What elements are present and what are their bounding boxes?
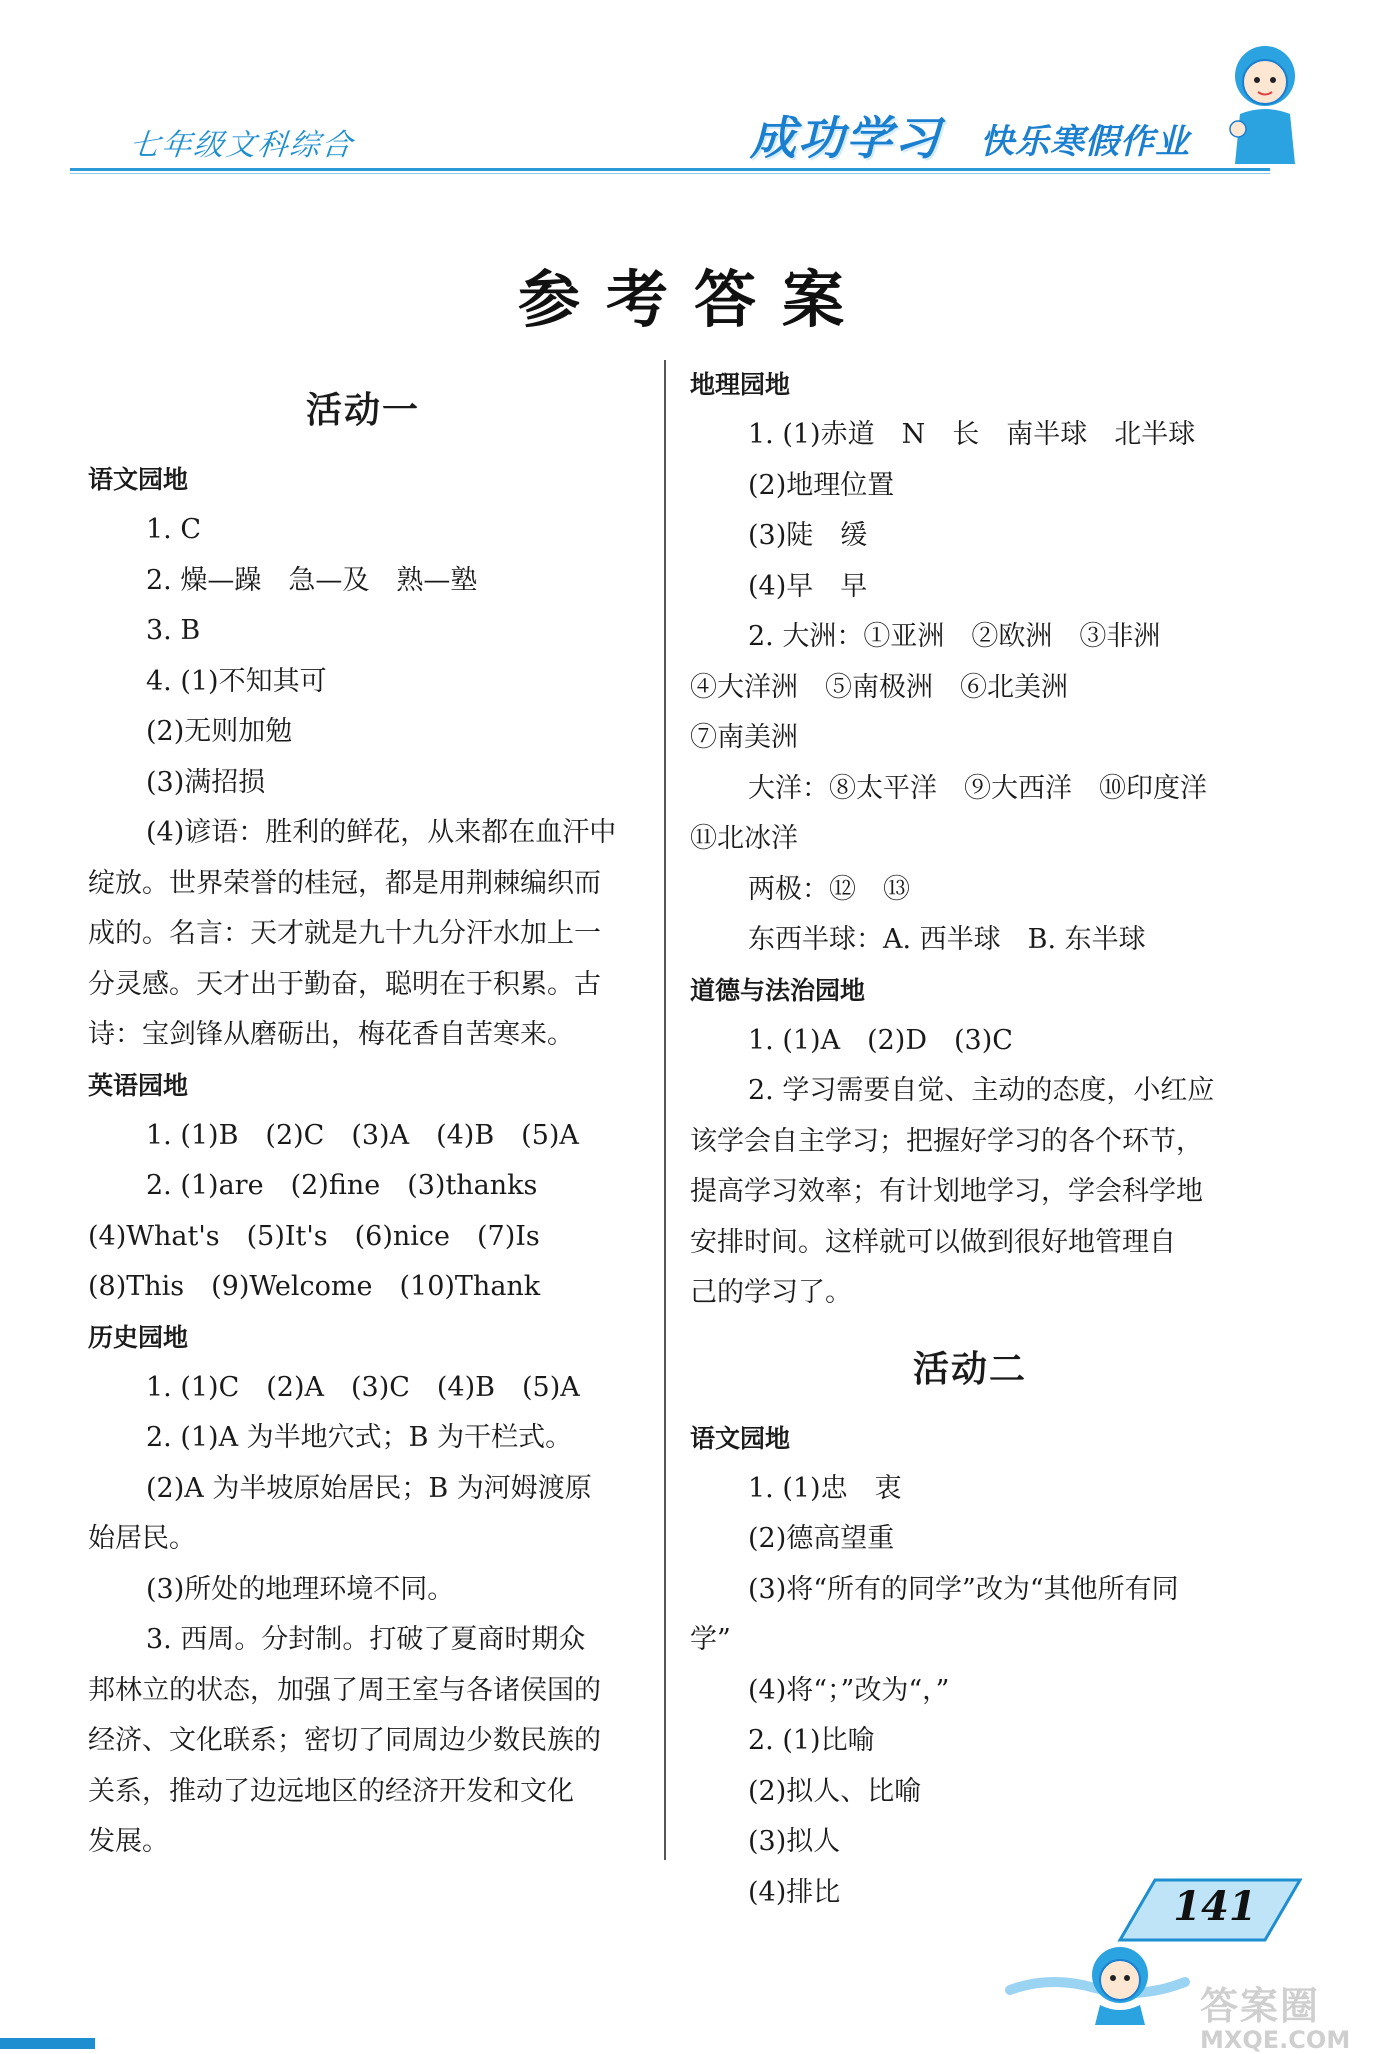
answer-line: 经济、文化联系；密切了同周边少数民族的 [88,1725,601,1756]
girl-mascot-icon [1210,34,1320,174]
page-title: 参考答案 [517,263,870,336]
answer-line: 2. 燥—躁 急—及 熟—塾 [146,564,478,596]
activity-title-1: 活动一 [305,390,420,431]
section-title: 地理园地 [690,370,791,399]
watermark [1200,1975,1380,2054]
answer-line: 3. B [146,615,201,646]
watermark-logo: 答案圈 [1200,1984,1321,2028]
answer-line: 东西半球：A. 西半球 B. 东半球 [748,924,1146,955]
subject-label: 七年级文科综合 [127,128,356,163]
answer-line: 2. (1)A 为半地穴式；B 为干栏式。 [146,1422,573,1453]
section-geography [690,360,1250,966]
answer-line: 1. (1)忠 衷 [748,1472,902,1504]
answer-line: (3)陡 缓 [748,520,868,551]
section-title: 英语园地 [88,1070,189,1100]
answer-line: 4. (1)不知其可 [146,665,327,697]
answer-line: 2. (1)are (2)fine (3)thanks [146,1170,538,1201]
answer-line: (2)A 为半坡原始居民；B 为河姆渡原 [146,1472,592,1504]
section-history [88,1313,638,1868]
right-column [690,360,1250,1918]
answer-line: 1. C [146,514,202,545]
section-title: 语文园地 [690,1423,791,1453]
answer-line: 绽放。世界荣誉的桂冠，都是用荆棘编织而 [88,867,601,899]
section-chinese [88,455,638,1061]
answer-line: 3. 西周。分封制。打破了夏商时期众 [146,1624,586,1655]
column-divider [664,360,666,1860]
answer-line: 始居民。 [88,1523,196,1554]
answer-line: (3)满招损 [146,766,266,798]
answer-line: (4)What's (5)It's (6)nice (7)Is [88,1220,540,1252]
answer-line: 1. (1)A (2)D (3)C [748,1024,1013,1056]
answer-line: (4)早 早 [748,570,868,602]
brand-title: 成功学习 [750,111,942,165]
answer-line: (2)无则加勉 [146,716,293,747]
answer-line: 两极：⑫ ⑬ [748,873,910,905]
section-moral-law [690,966,1250,1319]
answer-line: (4)排比 [748,1876,841,1908]
answer-line: 己的学习了。 [690,1277,852,1308]
section-title: 道德与法治园地 [690,975,866,1005]
boy-mascot-icon [1000,1920,1190,2030]
page-header [0,0,1388,180]
answer-line: (3)所处的地理环境不同。 [146,1573,455,1605]
answer-line: 1. (1)C (2)A (3)C (4)B (5)A [146,1371,580,1403]
answer-line: (3)将“所有的同学”改为“其他所有同 [748,1573,1179,1605]
section-english [88,1061,638,1313]
section-chinese-2 [690,1414,1250,1919]
answer-line: (4)谚语：胜利的鲜花，从来都在血汗中 [146,817,617,848]
answer-line: 2. (1)比喻 [748,1725,875,1756]
answer-line: 提高学习效率；有计划地学习，学会科学地 [690,1176,1203,1207]
answer-line: 诗：宝剑锋从磨砺出，梅花香自苦寒来。 [88,1019,574,1050]
answer-line: 该学会自主学习；把握好学习的各个环节， [690,1125,1203,1157]
answer-line: ④大洋洲 ⑤南极洲 ⑥北美洲 [690,671,1068,703]
answer-line: 邦林立的状态，加强了周王室与各诸侯国的 [88,1674,601,1706]
answer-line: 1. (1)B (2)C (3)A (4)B (5)A [146,1119,579,1151]
answer-line: 2. 学习需要自觉、主动的态度，小红应 [748,1075,1215,1106]
answer-line: 学” [690,1624,731,1655]
activity-title-2: 活动二 [912,1348,1027,1390]
answer-line: 1. (1)赤道 N 长 南半球 北半球 [748,419,1196,450]
slogan: 快乐寒假作业 [980,122,1190,162]
header-rule [70,168,1270,171]
answer-line: (8)This (9)Welcome (10)Thank [88,1271,541,1302]
answer-line: 安排时间。这样就可以做到很好地管理自 [690,1226,1176,1258]
answer-line: 2. 大洲：①亚洲 ②欧洲 ③非洲 [748,621,1161,652]
answer-line: (2)德高望重 [748,1523,895,1554]
answer-line: (2)拟人、比喻 [748,1775,922,1807]
answer-line: 分灵感。天才出于勤奋，聪明在于积累。古 [88,968,601,1000]
answer-line: ⑪北冰洋 [690,823,798,854]
answer-line: 成的。名言：天才就是九十九分汗水加上一 [88,918,601,949]
section-title: 语文园地 [88,465,189,494]
answer-line: 关系，推动了边远地区的经济开发和文化 [88,1775,574,1807]
answer-line: 大洋：⑧太平洋 ⑨大西洋 ⑩印度洋 [748,772,1207,804]
left-column [88,360,638,1868]
header-rule-thin [70,173,1270,174]
answer-line: 发展。 [88,1826,169,1857]
page-number: 141 [1173,1883,1257,1930]
answer-line: ⑦南美洲 [690,722,798,753]
answer-line: (2)地理位置 [748,469,895,501]
bottom-accent-bar [0,2038,95,2049]
answer-line: (3)拟人 [748,1826,841,1857]
answer-line: (4)将“；”改为“，” [748,1674,950,1706]
section-title: 历史园地 [88,1322,189,1352]
watermark-url: MXQE.COM [1200,2026,1351,2054]
